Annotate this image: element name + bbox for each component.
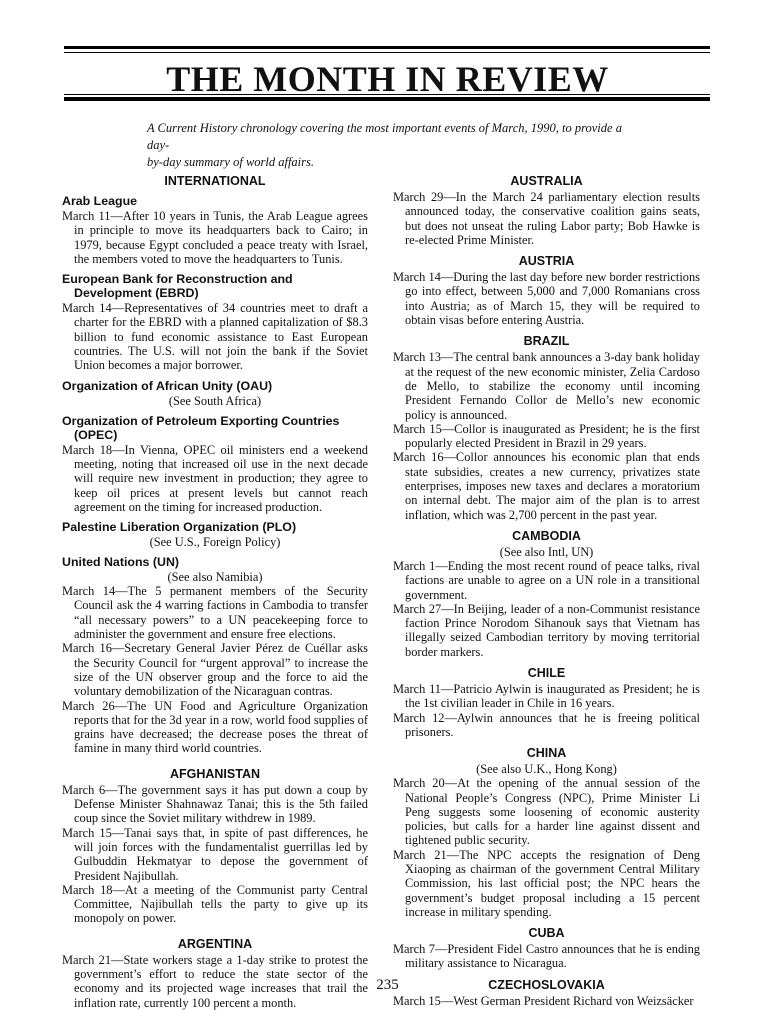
entry-australia-1: March 29—In the March 24 parliamentary election results announced today, the conservative coalition gains seats, but does not unseat the ruling Labor party; Bob Hawke is re-elected Prime Minister. [393, 190, 700, 247]
section-austria: AUSTRIA [518, 254, 575, 269]
subtitle-line-2: by-day summary of world affairs. [147, 155, 315, 169]
heading-opec: Organization of Petroleum Exporting Countries (OPEC) [62, 413, 340, 442]
entry-cambodia-2: March 27—In Beijing, leader of a non-Communist resistance faction Prince Norodom Sihanouk says that Vietnam has illegally seized Cambodian territory by moving territorial border markers. [393, 601, 700, 659]
page-number: 235 [376, 977, 399, 993]
entry-ebrd-1: March 14—Representatives of 34 countries meet to draft a charter for the EBRD with a planned capitalization of $8.3 billion to fund economic assistance to East European countries. The U.S. will not join the bank if the Soviet Union becomes a major borrower. [62, 301, 368, 373]
heading-ebrd: European Bank for Reconstruction and Development (EBRD) [62, 272, 293, 301]
entry-un-1: March 14—The 5 permanent members of the Security Council ask the 4 warring factions in Cambodia to transfer “all necessary powers” to a UN peacekeeping force to administer the government and ensure free elections. [62, 584, 368, 642]
subtitle [147, 120, 647, 171]
entry-brazil-1: March 13—The central bank announces a 3-day bank holiday at the request of the new economic minister, Zelia Cardoso de Mello, to stabilize the economy until incoming President Fernando Collor de Mello’s new economic policy is announced. [393, 350, 700, 422]
entry-brazil-3: March 16—Collor announces his economic plan that ends state subsidies, creates a new currency, privatizes state enterprises, imposes new taxes and declares a moratorium on internal debt. The major aim of the plan is to arrest inflation, which was 2,700 percent in the past year. [393, 450, 700, 522]
entry-czechoslovakia-1: March 15—West German President Richard von Weizsäcker [393, 993, 694, 1008]
section-australia: AUSTRALIA [510, 174, 583, 188]
see-china: (See also U.K., Hong Kong) [476, 762, 617, 777]
entry-afghanistan-1: March 6—The government says it has put down a coup by Defense Minister Shahnawaz Tanai; this is the 5th failed coup since the Soviet military withdrew in 1989. [62, 782, 368, 826]
entry-austria-1: March 14—During the last day before new border restrictions go into effect, between 5,000 and 7,000 Romanians cross into Austria; as of March 15, they will be required to obtain visas before entering Austria. [393, 270, 700, 328]
see-cambodia: (See also Intl, UN) [499, 544, 594, 559]
section-argentina: ARGENTINA [177, 936, 253, 951]
subtitle-line-1: A Current History chronology covering the most important events of March, 1990, to provide a day- [147, 121, 622, 152]
entry-cambodia-1: March 1—Ending the most recent round of peace talks, rival factions are unable to agree on a UN role in a transitional government. [393, 558, 700, 602]
entry-afghanistan-2: March 15—Tanai says that, in spite of past differences, he will join forces with the fundamentalist guerrillas led by Gulbuddin Hekmatyar to depose the government of President Najibullah. [62, 825, 368, 883]
entry-un-2: March 16—Secretary General Javier Pérez de Cuéllar asks the Security Council for “urgent approval” to increase the size of the UN observer group and the force to aid the voluntary demobilization of the Nicaraguan contras. [62, 641, 368, 699]
section-cambodia: CAMBODIA [512, 528, 581, 543]
entry-brazil-2: March 15—Collor is inaugurated as President; he is the first popularly elected President in Brazil in 29 years. [393, 421, 700, 451]
see-oau: (See South Africa) [168, 393, 262, 408]
right-column [393, 174, 700, 1008]
top-rule-thick [64, 46, 710, 49]
heading-oau: Organization of African Unity (OAU) [62, 378, 273, 393]
section-czechoslovakia: CZECHOSLOVAKIA [488, 977, 605, 992]
heading-un: United Nations (UN) [62, 555, 180, 570]
left-column [62, 174, 368, 1010]
see-plo: (See U.S., Foreign Policy) [149, 535, 281, 550]
entry-opec-1: March 18—In Vienna, OPEC oil ministers end a weekend meeting, noting that increased oil use in the next decade will require new investment in production; they agree to keep oil prices at present levels but cannot reach agreement on the timing for increased production. [62, 442, 368, 514]
see-un: (See also Namibia) [167, 570, 263, 585]
entry-arab-league-1: March 11—After 10 years in Tunis, the Arab League agrees in principle to move its headquarters back to Cairo; in 1979, because Egypt concluded a peace treaty with Israel, the members voted to move the headquarters to Tunis. [62, 209, 368, 266]
page-title: THE MONTH IN REVIEW [166, 59, 609, 99]
entry-chile-1: March 11—Patricio Aylwin is inaugurated as President; he is the 1st civilian leader in Chile in 16 years. [393, 682, 700, 711]
top-rule-thin [64, 52, 710, 53]
entry-china-1: March 20—At the opening of the annual session of the National People’s Congress (NPC), Prime Minister Li Peng suggests some loosening of economic austerity policies, but calls for a harder line against dissent and tightened public security. [393, 776, 700, 848]
entry-chile-2: March 12—Aylwin announces that he is freeing political prisoners. [393, 710, 700, 739]
entry-cuba-1: March 7—President Fidel Castro announces that he is ending military assistance to Nicaragua. [393, 942, 700, 971]
section-chile: CHILE [527, 666, 566, 681]
heading-arab-league: Arab League [62, 194, 138, 208]
section-brazil: BRAZIL [523, 334, 570, 349]
section-cuba: CUBA [528, 926, 565, 941]
entry-argentina-1: March 21—State workers stage a 1-day strike to protest the government’s effort to reduce the state sector of the economy and its projected wage increases that trail the inflation rate, currently 100 percent a month. [62, 952, 368, 1010]
section-china: CHINA [526, 746, 567, 761]
entry-afghanistan-3: March 18—At a meeting of the Communist party Central Committee, Najibullah tells the party to give up its monopoly on power. [62, 882, 368, 926]
section-afghanistan: AFGHANISTAN [169, 766, 261, 781]
heading-plo: Palestine Liberation Organization (PLO) [62, 520, 297, 535]
entry-china-2: March 21—The NPC accepts the resignation of Deng Xiaoping as chairman of the government Central Military Commission, his last official post; the NPC hears the government’s budget proposal including a 15 percent increase in military spending. [393, 847, 700, 919]
section-international: INTERNATIONAL [164, 174, 266, 188]
entry-un-3: March 26—The UN Food and Agriculture Organization reports that for the 3d year in a row, world food supplies of grains have decreased; the decrease poses the threat of famine in many third world countries. [62, 698, 368, 756]
